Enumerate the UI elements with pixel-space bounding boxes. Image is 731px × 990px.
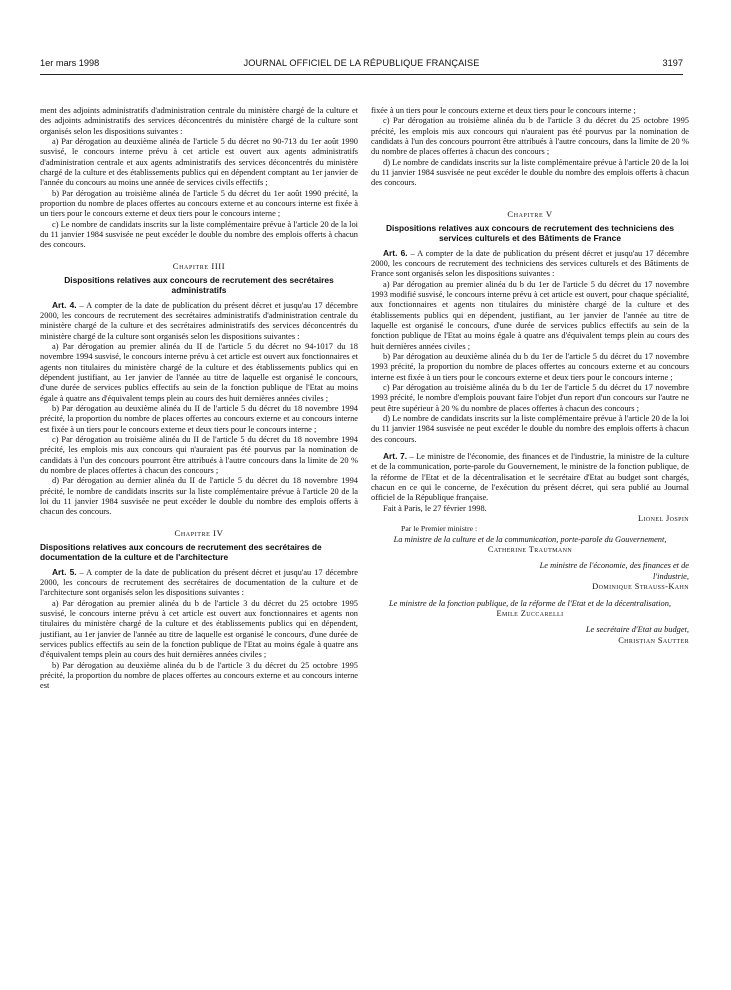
chapter-heading: Chapitre IV	[174, 527, 224, 538]
paragraph: c) Le nombre de candidats inscrits sur la liste complémentaire prévue à l'article 20 de la loi du 11 janvier 1984 susvisée ne peut excéder le double du nombre des emplois offerts à chacun des concours.	[40, 219, 358, 250]
article-label: Art. 5.	[52, 566, 77, 577]
right-column	[371, 106, 689, 646]
article-text: – A compter de la date de publication du présent décret et jusqu'au 17 décembre 2000, les concours de recrutement des techniciens des services culturels et des Bâtiments de France sont organisés selon les dispositions suivantes :	[371, 248, 689, 279]
signatory-title: Le ministre de l'économie, des finances et de l'industrie,	[539, 561, 689, 581]
signatory-title: Le secrétaire d'Etat au budget,	[585, 625, 689, 635]
article-text: – A compter de la date de publication du présent décret et jusqu'au 17 décembre 2000, les concours de recrutement des secrétaires administratifs d'administration centrale du ministère chargé de la culture et des secrétaires administratifs des services déconcentrés du ministère chargé de la culture sont organisés selon les dispositions suivantes :	[40, 300, 358, 341]
paragraph: c) Par dérogation au troisième alinéa du b du 1er de l'article 5 du décret du 17 novembre 1993 précité, le nombre d'emplois pouvant faire l'objet d'un report d'un concours sur l'autre ne peut être supérieur à 20 % du nombre de places offertes à chacun des concours ;	[371, 382, 689, 413]
paragraph: b) Par dérogation au deuxième alinéa du b de l'article 3 du décret du 25 octobre 1995 précité, la proportion du nombre de places offertes au concours externe et au concours interne est	[40, 660, 358, 691]
paragraph: fixée à un tiers pour le concours externe et deux tiers pour le concours interne ;	[371, 106, 636, 115]
signatory-name: Emile Zuccarelli	[496, 608, 564, 618]
article	[371, 248, 689, 280]
signatory-name: Dominique Strauss-Kahn	[592, 582, 689, 592]
article-text: – A compter de la date de publication du présent décret et jusqu'au 17 décembre 2000, les concours de recrutement des secrétaires de documentation de la culture et de l'architecture sont organisés selon les dispositions suivantes :	[40, 567, 358, 598]
paragraph: c) Par dérogation au troisième alinéa du II de l'article 5 du décret du 18 novembre 1994 précité, les emplois mis aux concours qui n'auraient pas été pourvus par la nomination de candidats à l'un des concours pourront être attribués à l'autre concours dans la limite de 20 % du nombre de places offertes à chacun des concours ;	[40, 435, 358, 476]
paragraph: a) Par dérogation au deuxième alinéa de l'article 5 du décret no 90-713 du 1er août 1990 susvisé, le concours interne prévu à cet article est ouvert aux agents administratifs d'administration centrale et aux agents administratifs des services déconcentrés du ministère chargé de la culture et des établissements publics qui en dépendent comptant au 1er janvier de l'année du concours au moins une année de services civils effectifs ;	[40, 137, 358, 188]
signatory-name: Lionel Jospin	[637, 514, 689, 524]
chapter-title: Dispositions relatives aux concours de recrutement des secrétaires de documentation de la culture et de l'architecture	[40, 542, 322, 563]
paragraph: d) Par dérogation au dernier alinéa du II de l'article 5 du décret du 18 novembre 1994 précité, le nombre de candidats inscrits sur la liste complémentaire prévue à l'article 20 de la loi du 11 janvier 1984 susvisée ne peut excéder le double du nombre des emplois offerts à chacun des concours.	[40, 476, 358, 517]
article-label: Art. 4.	[52, 299, 77, 310]
article-text: – Le ministre de l'économie, des finances et de l'industrie, la ministre de la culture et de la communication, porte-parole du Gouvernement, le ministre de la fonction publique, de la réforme de l'Etat et de la décentralisation et le secrétaire d'Etat au budget sont chargés, chacun en ce qui le concerne, de l'exécution du présent décret, qui sera publié au Journal officiel de la République française.	[371, 452, 689, 503]
paragraph: b) Par dérogation au deuxième alinéa du II de l'article 5 du décret du 18 novembre 1994 précité, la proportion du nombre de places offertes au concours externe et au concours interne est fixée à un tiers pour le concours externe et deux tiers pour le concours interne ;	[40, 404, 358, 434]
paragraph: d) Le nombre de candidats inscrits sur la liste complémentaire prévue à l'article 20 de la loi du 11 janvier 1984 susvisée ne peut excéder le double du nombre des emplois offerts à chacun des concours.	[371, 157, 689, 188]
signatory-title: La ministre de la culture et de la communication, porte-parole du Gouvernement,	[393, 534, 667, 544]
signatory-intro: Par le Premier ministre :	[401, 524, 478, 534]
article	[40, 300, 358, 342]
journal-title: JOURNAL OFFICIEL DE LA RÉPUBLIQUE FRANÇAISE	[243, 58, 480, 68]
signatory-name: Catherine Trautmann	[487, 545, 573, 555]
chapter-heading: Chapitre V	[507, 208, 553, 219]
article	[371, 451, 689, 504]
paragraph: a) Par dérogation au premier alinéa du b de l'article 3 du décret du 25 octobre 1995 susvisé, le concours interne prévu à cet article est ouvert aux fonctionnaires et agents non titulaires du ministère chargé de la culture et des établissements publics qui en dépendent, justifiant, au 1er janvier de l'année au titre de laquelle est organisé le concours, d'une durée de services publics effectifs au sein de la fonction publique de l'Etat au moins égale à quatre ans d'équivalent temps plein au cours des huit dernières années civiles ;	[40, 598, 358, 660]
paragraph: b) Par dérogation au deuxième alinéa du b du 1er de l'article 5 du décret du 17 novembre 1993 précité, la proportion du nombre de places offertes au concours externe et au concours interne est fixée à un tiers pour le concours externe et deux tiers pour le concours interne ;	[371, 351, 689, 382]
signing-date: Fait à Paris, le 27 février 1998.	[383, 503, 487, 513]
signatory-title: Le ministre de la fonction publique, de la réforme de l'Etat et de la décentralisation,	[389, 598, 671, 608]
page-number: 3197	[662, 58, 683, 68]
paragraph: a) Par dérogation au premier alinéa du II de l'article 5 du décret no 94-1017 du 18 novembre 1994 susvisé, le concours interne prévu à cet article est ouvert aux fonctionnaires et agents non titulaires du ministère chargé de la culture et des établissements publics qui en dépendent justifiant, au 1er janvier de l'année au titre de laquelle est organisé le concours, d'une durée de services publics effectifs au sein de la fonction publique de l'Etat au moins égale à quatre ans d'équivalent temps plein au cours des huit dernières années civiles ;	[40, 341, 358, 403]
chapter-title: Dispositions relatives aux concours de recrutement des secrétaires administratifs	[64, 275, 334, 296]
issue-date: 1er mars 1998	[40, 58, 100, 68]
left-column	[40, 106, 358, 692]
header-rule	[40, 74, 683, 75]
paragraph: b) Par dérogation au troisième alinéa de l'article 5 du décret du 1er août 1990 précité, la proportion du nombre de places offertes au concours externe et au concours interne est fixée à un tiers pour le concours externe et deux tiers pour le concours interne ;	[40, 188, 358, 219]
paragraph: a) Par dérogation au premier alinéa du b du 1er de l'article 5 du décret du 17 novembre 1993 modifié susvisé, le concours interne prévu à cet article est ouvert, pour chaque spécialité, aux fonctionnaires et agents non titulaires du ministère chargé de la culture et des établissements publics qui en dépendent, justifiant, au 1er janvier de l'année au titre de laquelle est organisé le concours, d'une durée de services publics effectifs au sein de la fonction publique de l'Etat au moins égale à quatre ans d'équivalent temps plein au cours des huit dernières années civiles ;	[371, 279, 689, 351]
article	[40, 567, 358, 599]
paragraph: c) Par dérogation au troisième alinéa du b de l'article 3 du décret du 25 octobre 1995 précité, les emplois mis aux concours qui n'auraient pas été pourvus par la nomination de candidats à l'un des concours pourront être attribués à l'autre concours, dans la limite de 20 % du nombre de places offertes à chacun des concours ;	[371, 116, 689, 157]
article-label: Art. 6.	[383, 247, 408, 258]
page-header	[40, 58, 683, 72]
paragraph: ment des adjoints administratifs d'administration centrale du ministère chargé de la culture et des adjoints administratifs des services déconcentrés du ministère chargé de la culture sont organisés selon les dispositions suivantes :	[40, 106, 358, 136]
chapter-heading: Chapitre IIII	[172, 260, 226, 271]
chapter-title: Dispositions relatives aux concours de recrutement des techniciens des services culturels et des Bâtiments de France	[385, 223, 675, 244]
article-label: Art. 7.	[383, 451, 408, 462]
signatory-name: Christian Sautter	[618, 635, 689, 645]
paragraph: d) Le nombre de candidats inscrits sur la liste complémentaire prévue à l'article 20 de la loi du 11 janvier 1984 susvisée ne peut excéder le double du nombre des emplois offerts à chacun des concours.	[371, 414, 689, 444]
